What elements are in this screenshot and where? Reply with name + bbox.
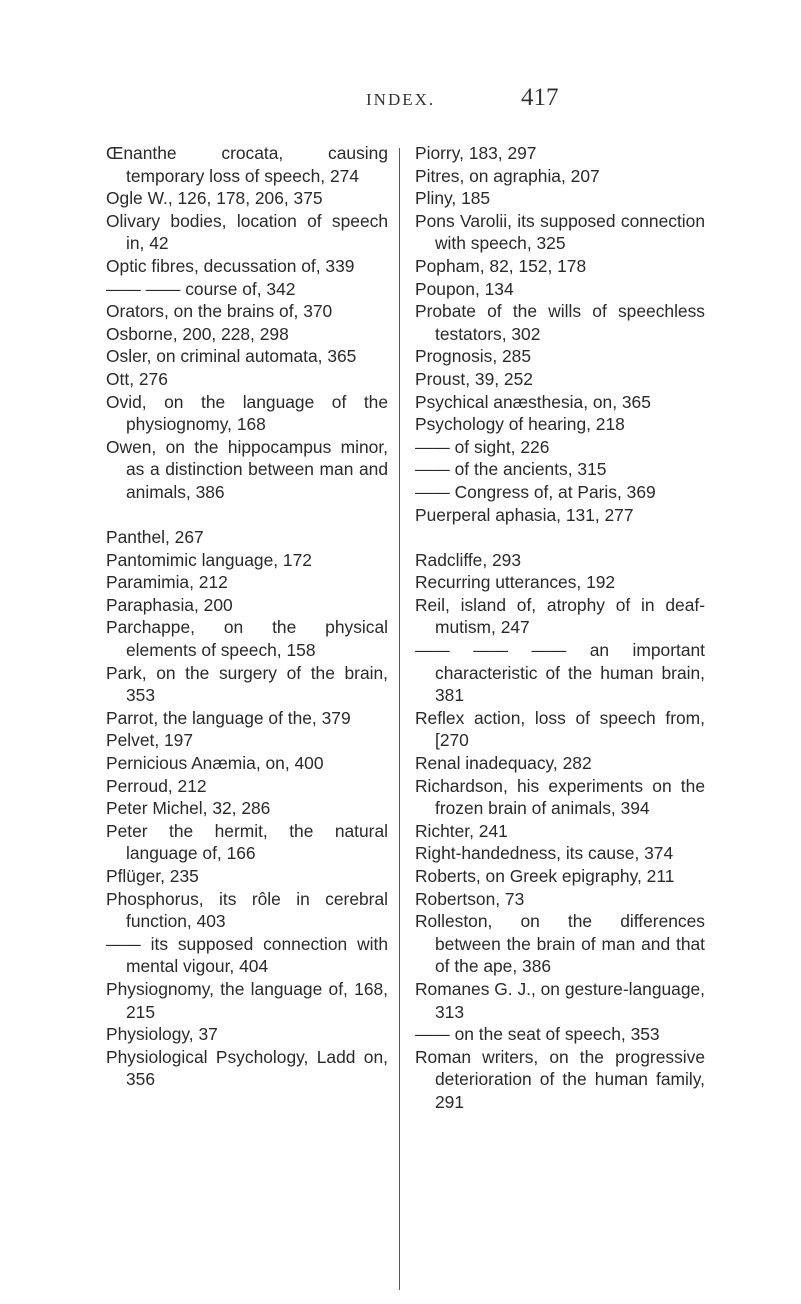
index-entry: Physiological Psychology, Ladd on, 356 — [106, 1046, 388, 1090]
index-column-left — [106, 142, 388, 1091]
index-entry: Panthel, 267 — [106, 527, 204, 548]
index-entry: Reil, island of, atrophy of in deaf-mutism, 247 — [415, 594, 705, 638]
index-entry: Œnanthe crocata, causing temporary loss of speech, 274 — [106, 143, 388, 186]
section-gap — [106, 504, 388, 527]
index-entry: Phosphorus, its rôle in cerebral function, 403 — [106, 888, 388, 932]
index-entry: Pliny, 185 — [415, 188, 491, 209]
page-number: 417 — [521, 84, 559, 111]
index-entry: Parchappe, on the physical elements of speech, 158 — [106, 617, 388, 661]
index-entry: Parrot, the language of the, 379 — [106, 707, 351, 728]
index-entry: Ott, 276 — [106, 368, 168, 389]
index-entry: —— of the ancients, 315 — [415, 459, 607, 480]
index-entry: —— its supposed connection with mental vigour, 404 — [106, 933, 388, 977]
index-entry: Pflüger, 235 — [106, 866, 199, 886]
index-entry: Romanes G. J., on gesture-language, 313 — [415, 978, 706, 1022]
index-entry: Ovid, on the language of the physiognomy, 168 — [106, 391, 388, 435]
index-entry: Optic fibres, decussation of, 339 — [106, 255, 355, 276]
index-entry: Osler, on criminal automata, 365 — [106, 346, 357, 367]
index-entry: Radcliffe, 293 — [415, 549, 522, 570]
index-entry: Proust, 39, 252 — [415, 368, 533, 389]
index-entry: Probate of the wills of speechless testators, 302 — [415, 301, 705, 344]
index-entry: Osborne, 200, 228, 298 — [106, 323, 289, 344]
index-entry: Pelvet, 197 — [106, 730, 194, 751]
index-entry: Piorry, 183, 297 — [415, 143, 537, 163]
index-entry: Popham, 82, 152, 178 — [415, 255, 587, 276]
index-entry: Pernicious Anæmia, on, 400 — [106, 753, 324, 774]
index-column-right — [415, 142, 705, 1114]
index-entry: Psychical anæsthesia, on, 365 — [415, 391, 651, 412]
index-entry: —— —— —— an important characteristic of the human brain, 381 — [415, 640, 705, 706]
index-entry: Paraphasia, 200 — [106, 594, 233, 615]
index-entry: Perroud, 212 — [106, 775, 207, 796]
index-entry: —— Congress of, at Paris, 369 — [415, 481, 656, 502]
index-entry: Orators, on the brains of, 370 — [106, 301, 333, 322]
index-entry: Pitres, on agraphia, 207 — [415, 165, 600, 186]
index-entry: Pantomimic language, 172 — [106, 549, 312, 570]
column-divider — [399, 148, 400, 1290]
index-entry: Prognosis, 285 — [415, 346, 532, 367]
index-entry: Renal inadequacy, 282 — [415, 753, 592, 774]
index-entry: Physiology, 37 — [106, 1024, 218, 1045]
index-entry: Right-handedness, its cause, 374 — [415, 843, 674, 864]
index-entry: Ogle W., 126, 178, 206, 375 — [106, 188, 323, 209]
index-entry: Robertson, 73 — [415, 888, 525, 909]
index-entry: Reflex action, loss of speech from, [270 — [415, 707, 705, 751]
running-title: INDEX. — [366, 90, 436, 109]
index-entry: Poupon, 134 — [415, 278, 514, 299]
index-entry: Richter, 241 — [415, 820, 508, 841]
index-entry: Pons Varolii, its supposed connection with speech, 325 — [415, 210, 705, 254]
index-entry: Owen, on the hippocampus minor, as a distinction between man and animals, 386 — [106, 436, 388, 502]
index-entry: Psychology of hearing, 218 — [415, 414, 625, 435]
index-entry: Peter the hermit, the natural language of, 166 — [106, 820, 388, 864]
index-entry: Olivary bodies, location of speech in, 42 — [106, 210, 388, 254]
index-entry: Richardson, his experiments on the frozen brain of animals, 394 — [415, 775, 705, 819]
index-entry: —— of sight, 226 — [415, 436, 550, 457]
index-entry: Puerperal aphasia, 131, 277 — [415, 504, 634, 525]
section-gap — [415, 526, 705, 549]
index-entry: —— on the seat of speech, 353 — [415, 1024, 660, 1045]
index-entry: Rolleston, on the differences between the brain of man and that of the ape, 386 — [415, 911, 705, 977]
index-entry: —— —— course of, 342 — [106, 278, 296, 299]
page-header — [0, 86, 801, 116]
index-entry: Peter Michel, 32, 286 — [106, 798, 271, 819]
index-entry: Paramimia, 212 — [106, 572, 228, 593]
index-entry: Recurring utterances, 192 — [415, 572, 616, 593]
index-entry: Park, on the surgery of the brain, 353 — [106, 662, 388, 706]
index-entry: Physiognomy, the language of, 168, 215 — [106, 978, 388, 1022]
index-entry: Roberts, on Greek epigraphy, 211 — [415, 866, 675, 886]
index-entry: Roman writers, on the progressive deterioration of the human family, 291 — [415, 1046, 705, 1112]
